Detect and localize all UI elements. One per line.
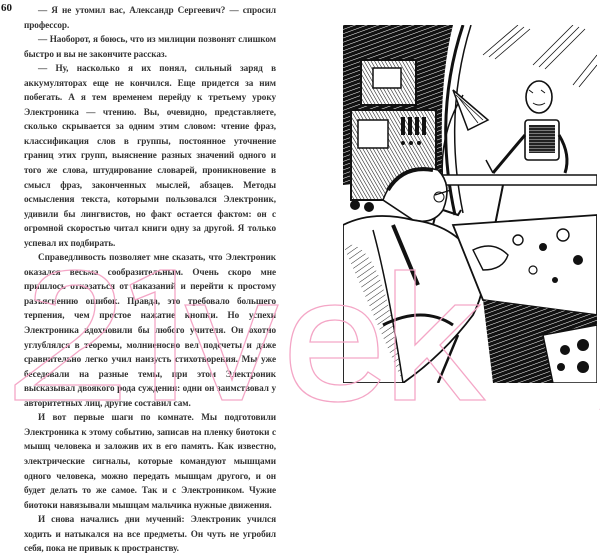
paragraph-1: — Я не утомил вас, Александр Сергеевич? — спросил профессор. [24,5,276,30]
paragraph-4: Справедливость позволяет мне сказать, что Электроник оказался весьма сообразительным. Очень скоро мне пришлось отказаться от наказаний и перейти к простому разъяснению ошибок. Правда, это требовало большего терпения, чем простое нажатие кнопки. Но успехи Электроника вдохновили бы любого учителя. Он охотно углублялся в теоремы, молниеносно вел подсчеты и даже сравнительно легко учил наизусть стихотворения. Мы уже беседовали на разные темы, при этом Электроник высказывал двоякого рода суждения: одни он заимствовал у авторитетных лиц, другие составил сам. [24,252,276,408]
body-text-column [24,3,276,556]
page-number: 60 [1,2,12,14]
illustration-drawing [343,25,597,383]
paragraph-2: — Наоборот, я боюсь, что из милиции позвонят слишком быстро и вы не закончите рассказ. [24,34,276,59]
book-illustration [343,25,597,383]
paragraph-6: И снова начались дни мучений: Электроник учился ходить и натыкался на все предметы. Он чуть не угробил себя, пока не привык к пространству. [24,514,276,554]
paragraph-3: — Ну, насколько я их понял, сильный заряд в аккумуляторах еще не кончился. Еще придется за ним побегать. А я тем временем перейду к третьему уроку Электроника — чтению. Вы, очевидно, представляете, сколько скрывается за одним этим словом: чтение фраз, классификация слов в группы, постоянное уточнение границ этих групп, выяснение разных значений одного и того же слова, штудирование словарей, проникновение в смысл фраз, законченных мыслей, абзацев. Методы осмысления текста, которыми пользовался Электроник, удивили бы лингвистов, но факт остается фактом: он с огромной скоростью читал книги одну за другой. Я только успевал их подбирать. [24,63,276,248]
paragraph-5: И вот первые шаги по комнате. Мы подготовили Электроника к этому событию, записав на пленку биотоки с мышц человека и заложив их в его память. Как известно, электрические сигналы, которые командуют мышцами одного человека, можно передать мышцам другого, и он будет делать то же самое. Так и с Электроником. Чужие биотоки навязывали мышцам мальчика нужные движения. [24,412,276,510]
